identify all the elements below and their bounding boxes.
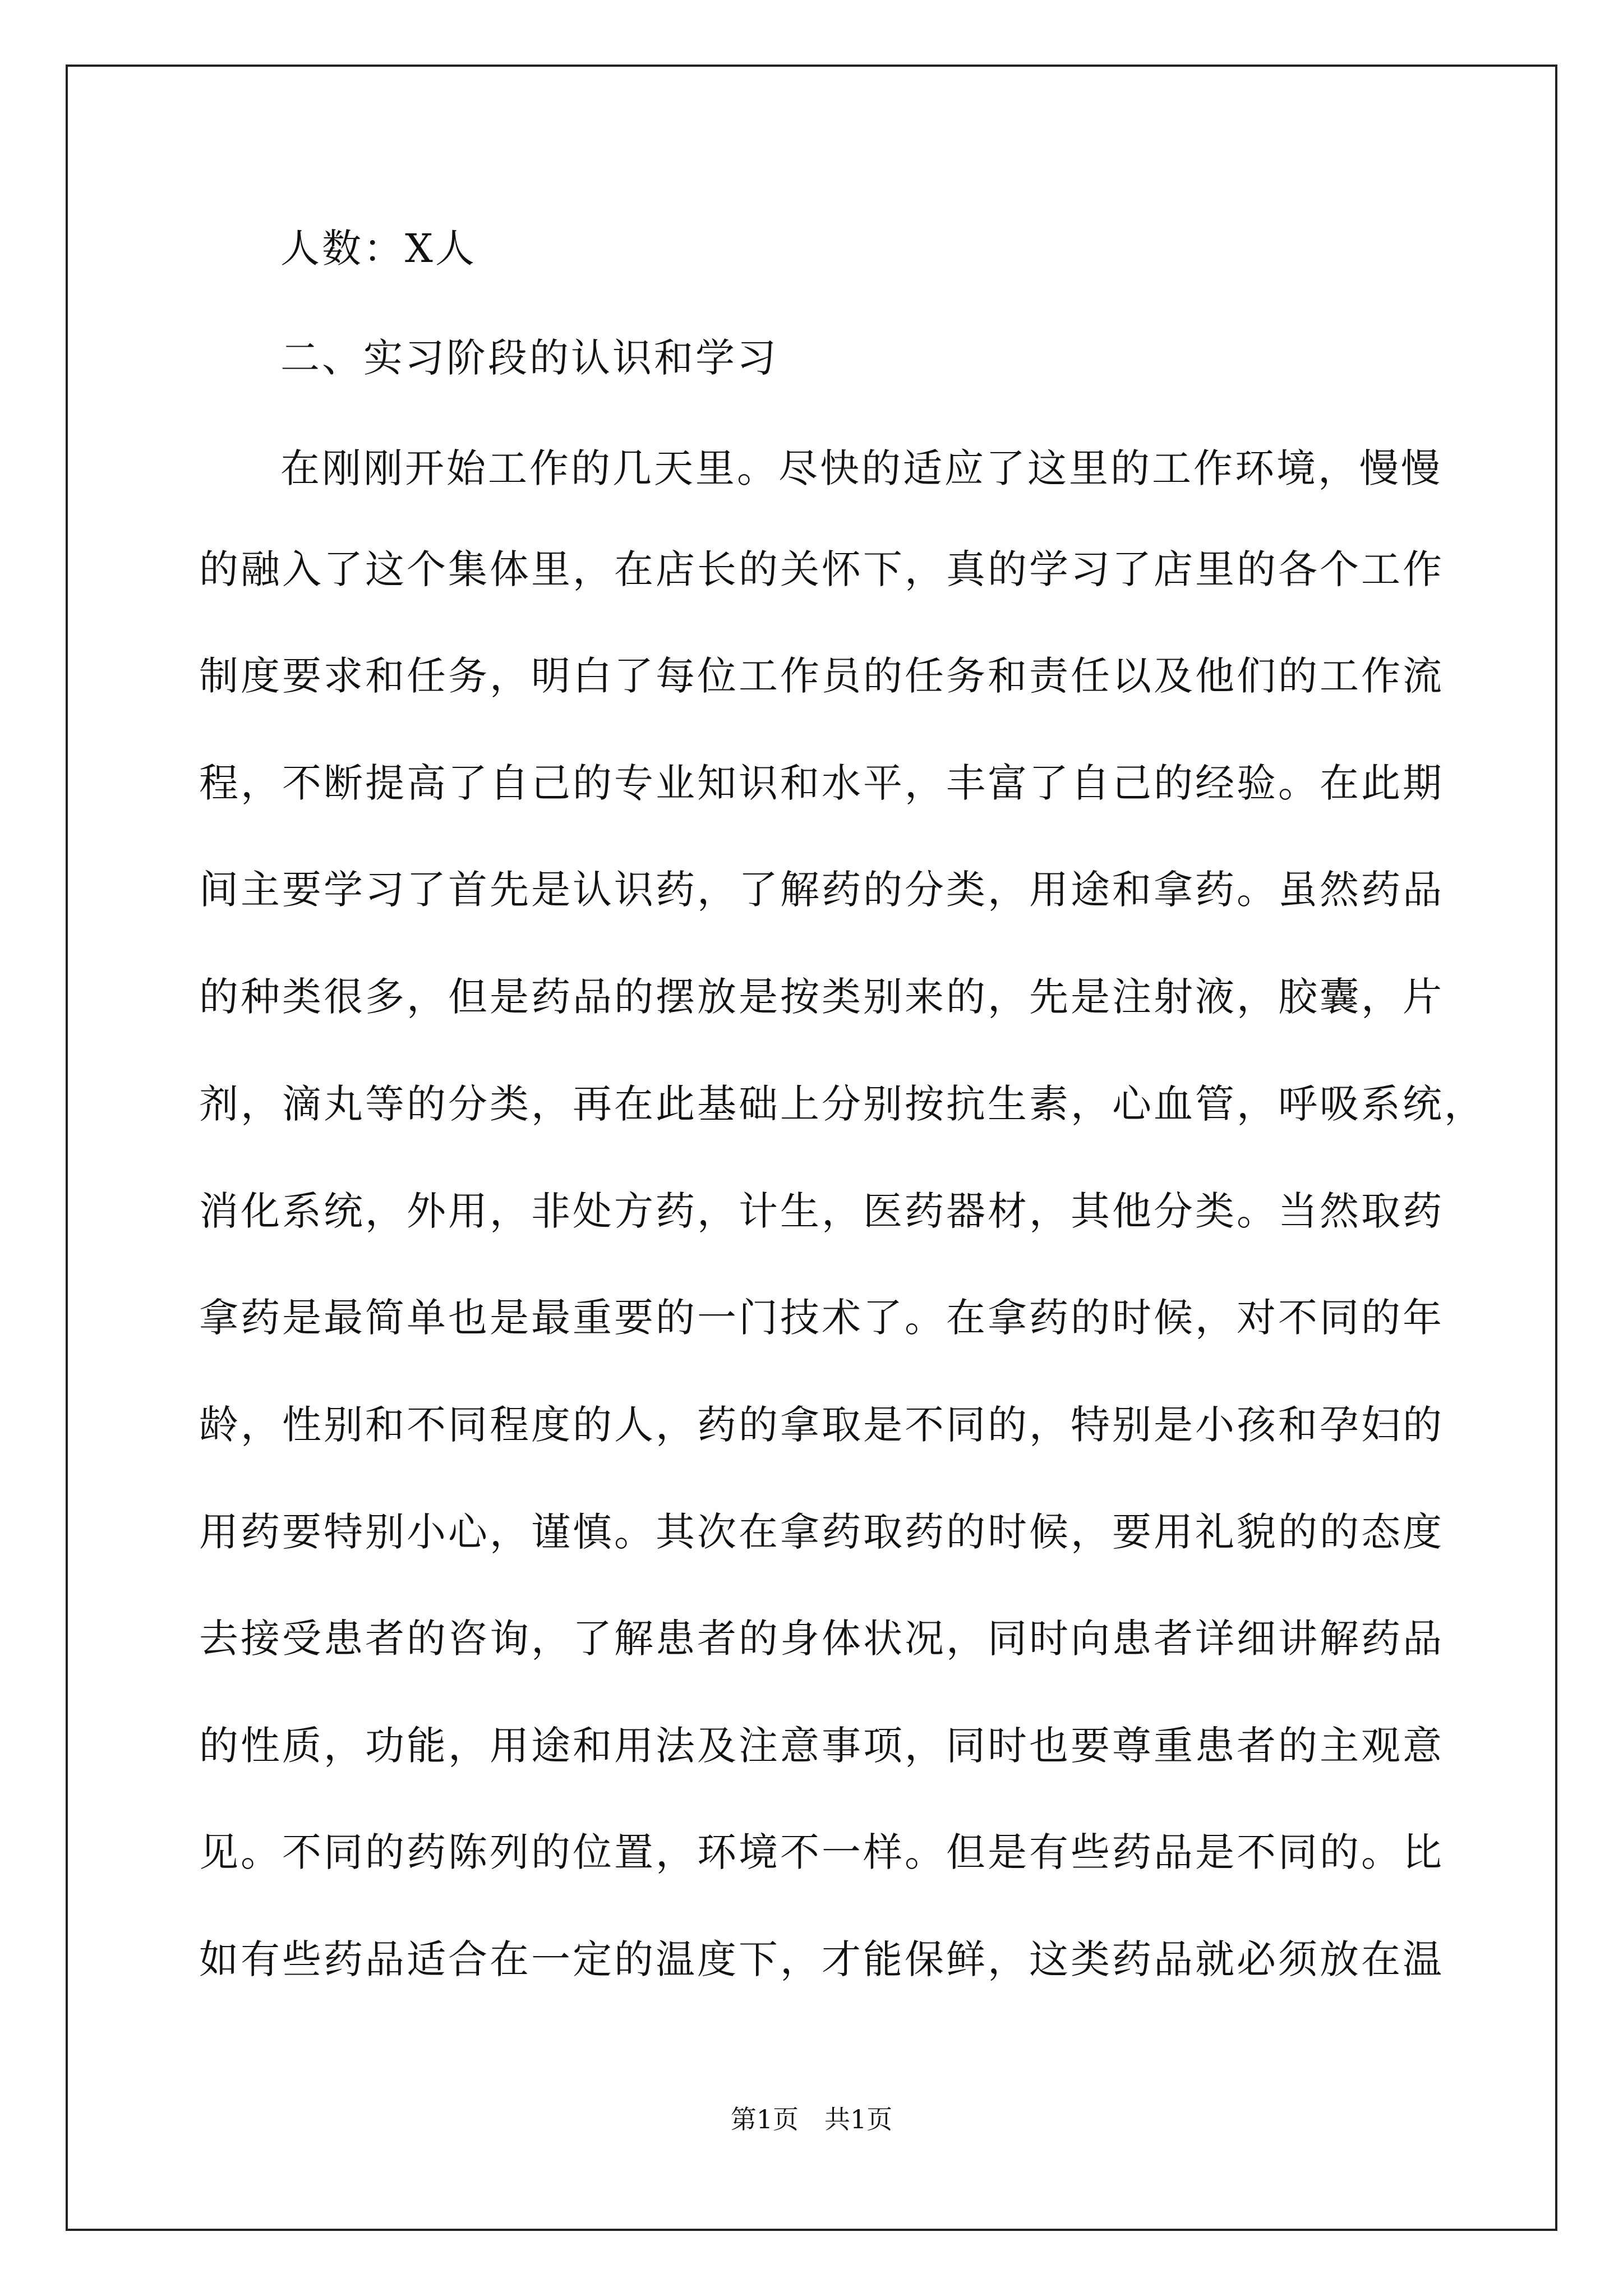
page-border [66, 65, 1557, 2231]
paragraph-line: 制度要求和任务，明白了每位工作员的任务和责任以及他们的工作流 [199, 653, 1444, 699]
paragraph-line: 去接受患者的咨询，了解患者的身体状况，同时向患者详细讲解药品 [199, 1616, 1444, 1662]
section-heading: 二、实习阶段的认识和学习 [280, 335, 778, 381]
paragraph-line: 拿药是最简单也是最重要的一门技术了。在拿药的时候，对不同的年 [199, 1295, 1444, 1341]
paragraph-line: 如有些药品适合在一定的温度下，才能保鲜，这类药品就必须放在温 [199, 1936, 1444, 1982]
paragraph-line: 剂，滴丸等的分类，再在此基础上分别按抗生素，心血管，呼吸系统， [199, 1081, 1486, 1127]
paragraph-line: 的种类很多，但是药品的摆放是按类别来的，先是注射液，胶囊，片 [199, 974, 1444, 1020]
text-line-headcount: 人数：X人 [280, 226, 477, 272]
paragraph-line: 用药要特别小心，谨慎。其次在拿药取药的时候，要用礼貌的的态度 [199, 1509, 1444, 1555]
paragraph-line: 的性质，功能，用途和用法及注意事项，同时也要尊重患者的主观意 [199, 1723, 1444, 1769]
paragraph-line: 的融入了这个集体里，在店长的关怀下，真的学习了店里的各个工作 [199, 546, 1444, 592]
paragraph-line: 消化系统，外用，非处方药，计生，医药器材，其他分类。当然取药 [199, 1188, 1444, 1234]
paragraph-line: 在刚刚开始工作的几天里。尽快的适应了这里的工作环境，慢慢 [280, 445, 1442, 491]
paragraph-line: 程，不断提高了自己的专业知识和水平，丰富了自己的经验。在此期 [199, 760, 1444, 806]
paragraph-line: 龄，性别和不同程度的人，药的拿取是不同的，特别是小孩和孕妇的 [199, 1402, 1444, 1448]
page-number-footer: 第1页 共1页 [730, 2104, 893, 2134]
paragraph-line: 见。不同的药陈列的位置，环境不一样。但是有些药品是不同的。比 [199, 1829, 1444, 1875]
paragraph-line: 间主要学习了首先是认识药，了解药的分类，用途和拿药。虽然药品 [199, 867, 1444, 913]
